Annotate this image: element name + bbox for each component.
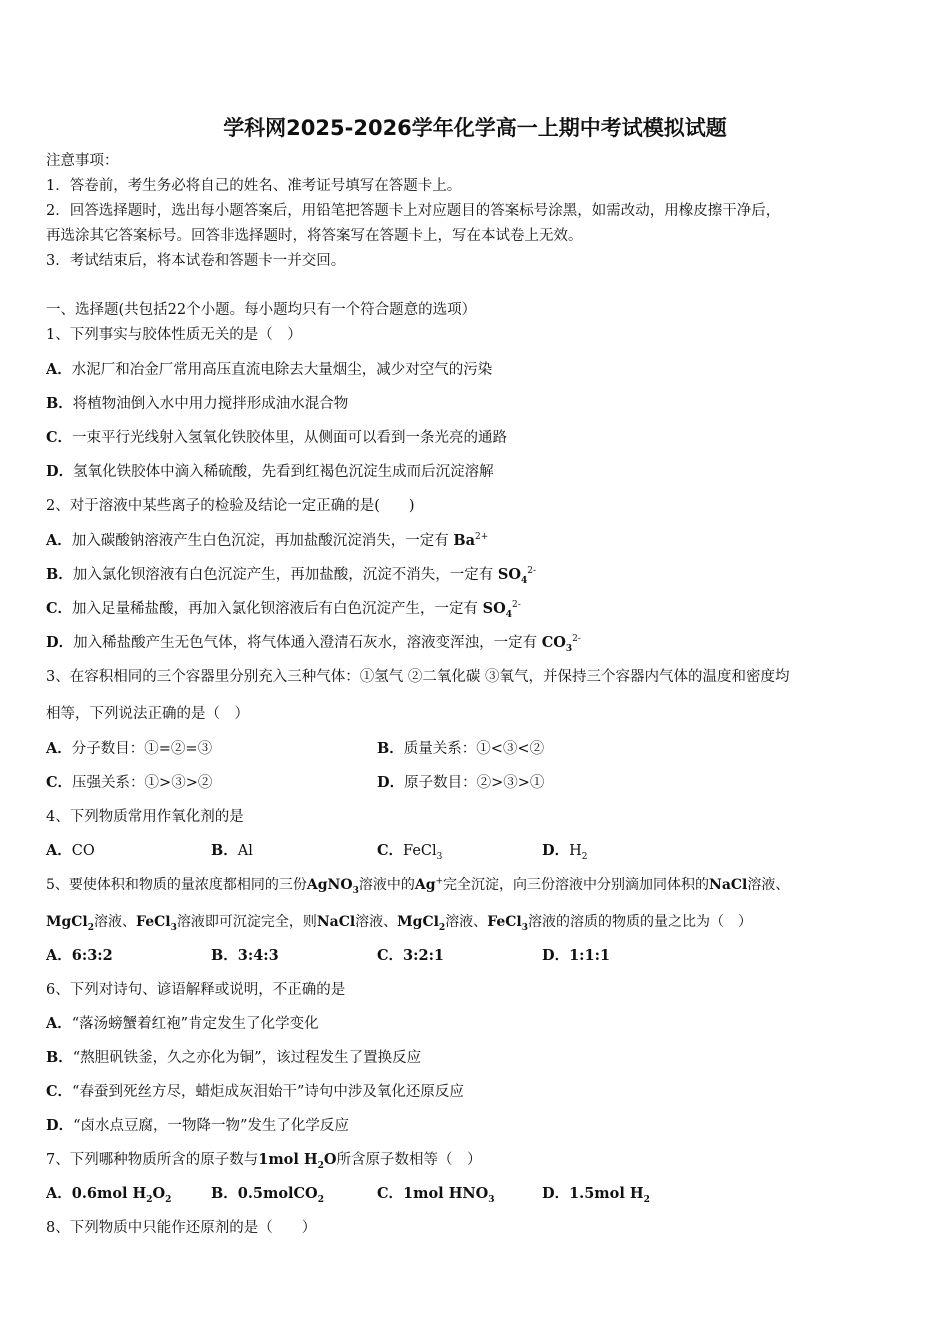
q1-option-b: B．将植物油倒入水中用力搅拌形成油水混合物: [46, 395, 349, 412]
q5-option-c: C．3:2:1: [377, 947, 445, 964]
q6-option-b: B．“熬胆矾铁釜，久之亦化为铜”，该过程发生了置换反应: [46, 1049, 422, 1066]
page-title: 学科网2025-2026学年化学高一上期中考试模拟试题: [223, 116, 727, 140]
q7-option-d: D．1.5mol $H_2$: [542, 1185, 650, 1205]
q7-option-b: B．0.5molCO$_2$: [211, 1185, 324, 1205]
q1-option-c: C．一束平行光线射入氢氧化铁胶体里，从侧面可以看到一条光亮的通路: [46, 429, 508, 446]
q3-option-c: C．压强关系：①>③>②: [46, 774, 213, 791]
q3-option-d: D．原子数目：②>③>①: [377, 774, 545, 791]
q3-option-a: A．分子数目：①=②=③: [46, 740, 213, 757]
notice-heading: 注意事项：: [46, 153, 119, 169]
q2-option-c: C．加入足量稀盐酸，再加入氯化钡溶液后有白色沉淀产生，一定有 $SO_4^{2-}$: [46, 600, 521, 620]
q1-option-a: A．水泥厂和冶金厂常用高压直流电除去大量烟尘，减少对空气的污染: [46, 361, 493, 378]
q5-option-a: A．6:3:2: [46, 947, 113, 964]
q6-option-a: A．“落汤螃蟹着红袍”肯定发生了化学变化: [46, 1015, 319, 1032]
q6-option-c: C．“春蚕到死丝方尽，蜡炬成灰泪始干”诗句中涉及氧化还原反应: [46, 1083, 464, 1100]
q4-option-a: A．CO: [46, 842, 95, 859]
question-8-stem: 8、下列物质中只能作还原剂的是（ ）: [46, 1220, 317, 1236]
q7-option-a: A．0.6mol $H_2O_2$: [46, 1185, 172, 1205]
notice-item: 3．考试结束后，将本试卷和答题卡一并交回。: [46, 253, 346, 269]
q4-option-d: D．$H_2$: [542, 842, 588, 862]
notice-item: 2．回答选择题时，选出每小题答案后，用铅笔把答题卡上对应题目的答案标号涂黑，如需改动，用橡皮擦干净后，: [46, 203, 781, 219]
question-7-stem: 7、下列哪种物质所含的原子数与1mol $H_2O$所含原子数相等（ ）: [46, 1151, 482, 1171]
q2-option-b: B．加入氯化钡溶液有白色沉淀产生，再加盐酸，沉淀不消失，一定有 $SO_4^{2-}$: [46, 566, 537, 586]
q4-option-c: C．FeCl$_3$: [377, 842, 443, 862]
q2-option-d: D．加入稀盐酸产生无色气体，将气体通入澄清石灰水，溶液变浑浊，一定有 $CO_3^{2-}$: [46, 634, 581, 654]
notice-item: 再选涂其它答案标号。回答非选择题时，将答案写在答题卡上，写在本试卷上无效。: [46, 228, 583, 244]
q4-option-b: B．Al: [211, 842, 253, 859]
q6-option-d: D．“卤水点豆腐，一物降一物”发生了化学反应: [46, 1117, 349, 1134]
q5-option-b: B．3:4:3: [211, 947, 279, 964]
q5-option-d: D．1:1:1: [542, 947, 611, 964]
question-2-stem: 2、对于溶液中某些离子的检验及结论一定正确的是( ): [46, 498, 415, 514]
question-6-stem: 6、下列对诗句、谚语解释或说明，不正确的是: [46, 982, 346, 998]
q2-option-a: A．加入碳酸钠溶液产生白色沉淀，再加盐酸沉淀消失，一定有 $Ba^{2+}$: [46, 532, 489, 549]
question-1-stem: 1、下列事实与胶体性质无关的是（ ）: [46, 327, 302, 343]
q1-option-d: D．氢氧化铁胶体中滴入稀硫酸，先看到红褐色沉淀生成而后沉淀溶解: [46, 463, 494, 480]
q3-option-b: B．质量关系：①<③<②: [377, 740, 545, 757]
question-3-stem-cont: 相等，下列说法正确的是（ ）: [46, 706, 249, 722]
section-heading: 一、选择题(共包括22个小题。每小题均只有一个符合题意的选项）: [46, 302, 477, 318]
question-5-stem-cont: MgCl$_2$溶液、FeCl$_3$溶液即可沉淀完全，则NaCl溶液、MgCl$_2$溶液、FeCl$_3$溶液的溶质的物质的量之比为（ ）: [46, 914, 752, 933]
notice-item: 1．答卷前，考生务必将自己的姓名、准考证号填写在答题卡上。: [46, 178, 462, 194]
question-3-stem: 3、在容积相同的三个容器里分别充入三种气体：①氢气 ②二氧化碳 ③氧气，并保持三个容器内气体的温度和密度均: [46, 669, 790, 685]
question-5-stem: 5、要使体积和物质的量浓度都相同的三份AgNO$_3$溶液中的Ag+完全沉淀，向三份溶液中分别滴加同体积的NaCl溶液、: [46, 876, 790, 896]
q7-option-c: C．1mol $HNO_3$: [377, 1185, 495, 1205]
question-4-stem: 4、下列物质常用作氧化剂的是: [46, 809, 244, 825]
